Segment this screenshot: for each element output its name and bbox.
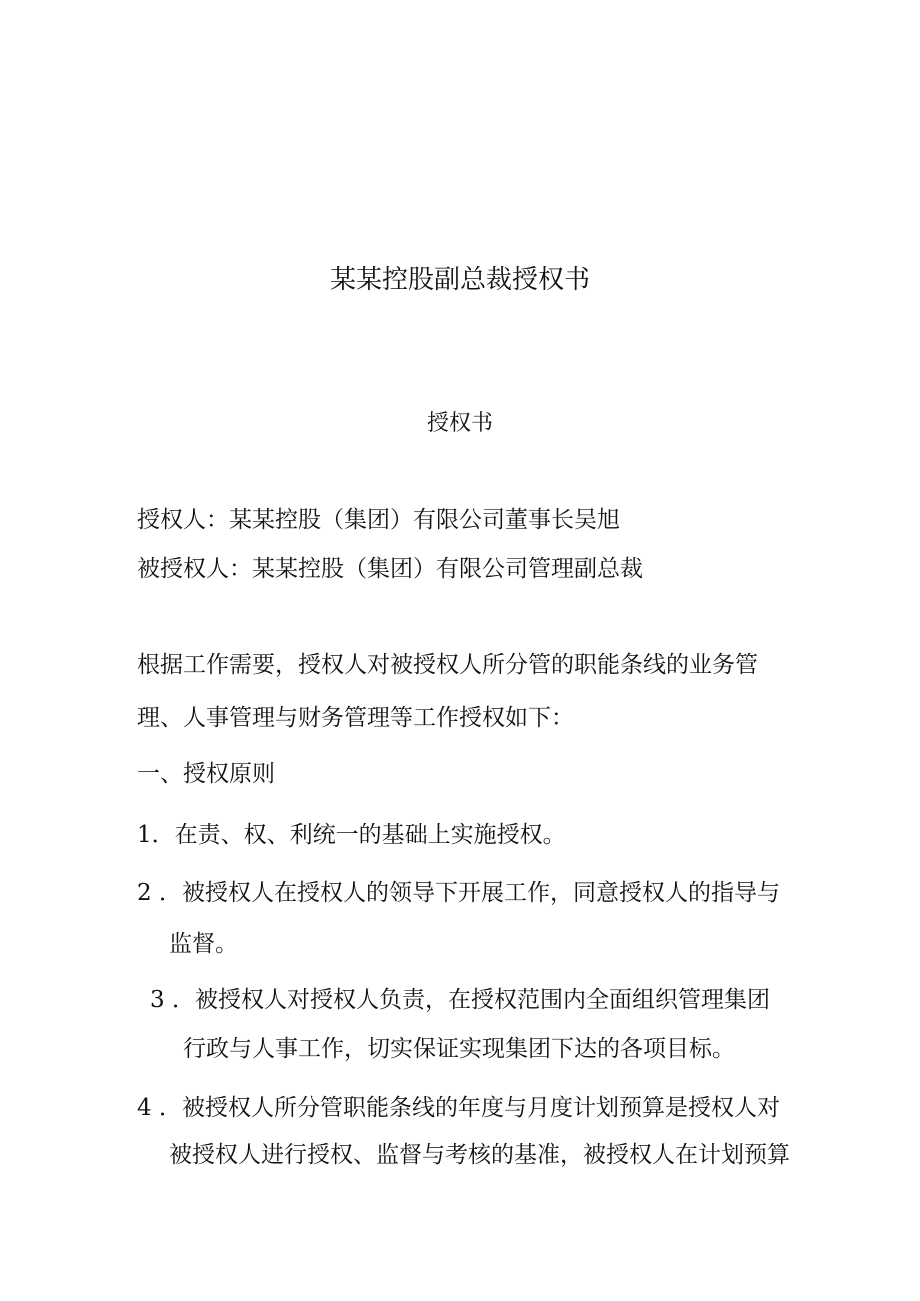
list-item-4-line-1: 4 ．被授权人所分管职能条线的年度与月度计划预算是授权人对 xyxy=(137,1095,780,1121)
list-item-4-line-2: 被授权人进行授权、监督与考核的基准，被授权人在计划预算 xyxy=(169,1142,790,1168)
list-item-3-line-2: 行政与人事工作，切实保证实现集团下达的各项目标。 xyxy=(183,1036,735,1062)
grantor-line: 授权人：某某控股（集团）有限公司董事长吴旭 xyxy=(137,507,620,533)
section-heading: 一、授权原则 xyxy=(137,761,275,787)
list-item-2-line-2: 监督。 xyxy=(169,931,238,957)
document-subtitle: 授权书 xyxy=(426,411,493,436)
list-item-3-line-1: 3 ．被授权人对授权人负责，在授权范围内全面组织管理集团 xyxy=(150,987,770,1013)
document-title: 某某控股副总裁授权书 xyxy=(329,265,590,295)
list-item-1: 1．在责、权、利统一的基础上实施授权。 xyxy=(137,822,566,848)
list-item-2-line-1: 2 ．被授权人在授权人的领导下开展工作，同意授权人的指导与 xyxy=(137,880,780,906)
grantee-line: 被授权人：某某控股（集团）有限公司管理副总裁 xyxy=(137,556,643,582)
intro-paragraph-line-1: 根据工作需要，授权人对被授权人所分管的职能条线的业务管 xyxy=(137,652,758,678)
intro-paragraph-line-2: 理、人事管理与财务管理等工作授权如下： xyxy=(137,705,574,731)
